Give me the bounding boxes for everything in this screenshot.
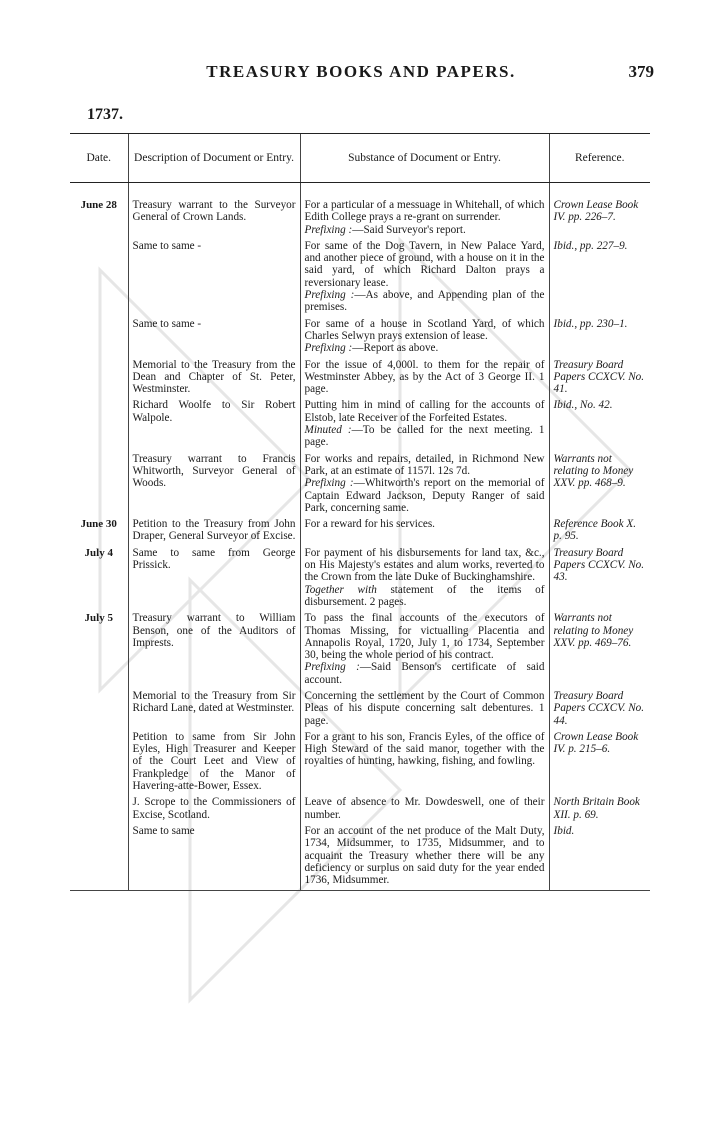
table-row [70,318,650,359]
entry-substance [300,690,549,731]
entry-reference: Ibid. [549,825,650,891]
substance-note [305,342,545,354]
entry-description: Same to same - [128,240,300,318]
entry-substance [300,359,549,400]
note-label: Prefixing : [304,289,355,302]
substance-text: To pass the final accounts of the executors of Thomas Missing, for victualling Placentia and Annapolis Royal, 1720, July 1, to 1734, September 30, being the whole period of his contract. [304,612,545,662]
entry-date: June 30 [80,518,117,531]
entry-description: Treasury warrant to the Surveyor General of Crown Lands. [128,183,300,240]
entry-date [70,796,128,825]
table-row [70,796,650,825]
entry-description: Treasury warrant to William Benson, one of the Auditors of Imprests. [128,612,300,690]
entry-reference: Crown Lease Book IV. p. 215–6. [549,731,650,796]
table-row [70,547,650,612]
table-row [70,690,650,731]
entry-substance [300,518,549,547]
substance-text: For payment of his disbursements for land tax, &c., on His Majesty's estates and alum works, reverted to the Crown from the late Duke of Buckinghamshire. [304,546,545,584]
substance-text: For works and repairs, detailed, in Richmond New Park, at an estimate of 1157l. 12s 7d. [304,452,545,477]
entry-reference: Treasury Board Papers CCXCV. No. 41. [549,359,650,400]
substance-note [305,424,545,449]
note-label: Prefixing : [304,661,360,674]
entry-reference: Crown Lease Book IV. pp. 226–7. [549,183,650,240]
entry-date [70,399,128,452]
note-text: —Said Benson's certificate of said account. [304,661,545,686]
entry-description: Richard Woolfe to Sir Robert Walpole. [128,399,300,452]
table-row [70,518,650,547]
substance-text: For a grant to his son, Francis Eyles, of the office of High Steward of the said manor, together with the royalties of hunting, hawking, fishing, and fowling. [304,730,545,768]
substance-text: Putting him in mind of calling for the accounts of Elstob, late Receiver of the Forfeited Estates. [304,399,545,424]
substance-note [305,661,545,686]
entry-description: J. Scrope to the Commissioners of Excise, Scotland. [128,796,300,825]
entry-description: Same to same [128,825,300,891]
entry-date [70,318,128,359]
note-text: —Whitworth's report on the memorial of Captain Edward Jackson, Deputy Ranger of said Park, concerning same. [304,477,545,514]
entry-reference: Treasury Board Papers CCXCV. No. 44. [549,690,650,731]
entry-substance [300,453,549,518]
note-label: Prefixing : [304,477,354,490]
entry-date [70,731,128,796]
substance-note [305,289,545,314]
entry-reference: Treasury Board Papers CCXCV. No. 43. [549,547,650,612]
entry-description: Same to same - [128,318,300,359]
col-header-description: Description of Document or Entry. [128,134,300,183]
substance-text: For a particular of a messuage in Whitehall, of which Edith College prays a re-grant on surrender. [304,199,545,224]
entry-date [70,359,128,400]
entry-date [70,825,128,891]
note-text: —Report as above. [352,342,439,355]
substance-text: For same of the Dog Tavern, in New Palace Yard, and another piece of ground, with a house on it in the said yard, of which Richard Dalton prays a reversionary lease. [304,239,545,289]
page-header [0,62,722,86]
entry-substance [300,825,549,891]
entry-date: July 5 [84,612,113,625]
entry-reference: Reference Book X. p. 95. [549,518,650,547]
substance-text: For same of a house in Scotland Yard, of which Charles Selwyn prays extension of lease. [304,317,545,342]
entry-substance [300,318,549,359]
entry-reference: Ibid., No. 42. [549,399,650,452]
entry-date [70,453,128,518]
note-text: —Said Surveyor's report. [352,223,466,236]
table-row [70,825,650,891]
entry-description: Memorial to the Treasury from the Dean and Chapter of St. Peter, Westminster. [128,359,300,400]
entries-body [70,183,650,891]
entry-description: Treasury warrant to Francis Whitworth, Surveyor General of Woods. [128,453,300,518]
substance-text: For an account of the net produce of the Malt Duty, 1734, Midsummer, to 1735, Midsummer, and to acquaint the Treasury whether there will be any deficiency or surplus on said duty for the year ended 1736, Midsummer. [304,824,545,887]
running-title: TREASURY BOOKS AND PAPERS. [206,62,516,81]
col-header-reference: Reference. [549,134,650,183]
entry-substance [300,731,549,796]
entry-substance [300,612,549,690]
entry-date [70,690,128,731]
entries-table [70,133,650,891]
table-row [70,240,650,318]
entry-date [70,240,128,318]
entry-substance [300,240,549,318]
note-text: —To be called for the next meeting. 1 page. [304,424,545,449]
substance-text: For a reward for his services. [304,518,435,531]
substance-note [305,224,545,236]
col-header-date: Date. [70,134,128,183]
table-row [70,453,650,518]
entry-substance [300,547,549,612]
entry-description: Memorial to the Treasury from Sir Richard Lane, dated at Westminster. [128,690,300,731]
entry-reference: North Britain Book XII. p. 69. [549,796,650,825]
substance-note [305,477,545,514]
substance-text: Leave of absence to Mr. Dowdeswell, one of their number. [304,796,545,821]
entry-substance [300,183,549,240]
entry-reference: Ibid., pp. 230–1. [549,318,650,359]
table-row [70,399,650,452]
note-text: —As above, and Appending plan of the premises. [304,289,545,314]
substance-text: For the issue of 4,000l. to them for the repair of Westminster Abbey, as by the Act of 3 George II. 1 page. [304,358,545,396]
note-label: Together with [304,583,377,596]
entry-date: June 28 [80,199,117,211]
entry-substance [300,399,549,452]
note-label: Minuted : [304,424,352,437]
entry-description: Petition to same from Sir John Eyles, High Treasurer and Keeper of the Court Leet and View of Frankpledge of the Manor of Havering-atte-Bower, Essex. [128,731,300,796]
page-number: 379 [628,62,654,81]
year-heading: 1737. [87,106,123,123]
entry-substance [300,796,549,825]
table-row [70,183,650,240]
entry-reference: Warrants not relating to Money XXV. pp. 468–9. [549,453,650,518]
table-row [70,731,650,796]
col-header-substance: Substance of Document or Entry. [300,134,549,183]
entry-reference: Warrants not relating to Money XXV. pp. 469–76. [549,612,650,690]
entry-reference: Ibid., pp. 227–9. [549,240,650,318]
table-row [70,359,650,400]
entry-description: Petition to the Treasury from John Draper, General Surveyor of Excise. [128,518,300,547]
entry-description: Same to same from George Prissick. [128,547,300,612]
entry-date: July 4 [84,546,113,559]
substance-note [305,584,545,609]
note-text: statement of the items of disbursement. 2 pages. [304,583,545,608]
substance-text: Concerning the settlement by the Court of Common Pleas of his dispute concerning salt debentures. 1 page. [304,689,545,727]
header-row [70,134,650,183]
note-label: Prefixing : [304,342,353,355]
table-row [70,612,650,690]
note-label: Prefixing : [304,223,353,236]
